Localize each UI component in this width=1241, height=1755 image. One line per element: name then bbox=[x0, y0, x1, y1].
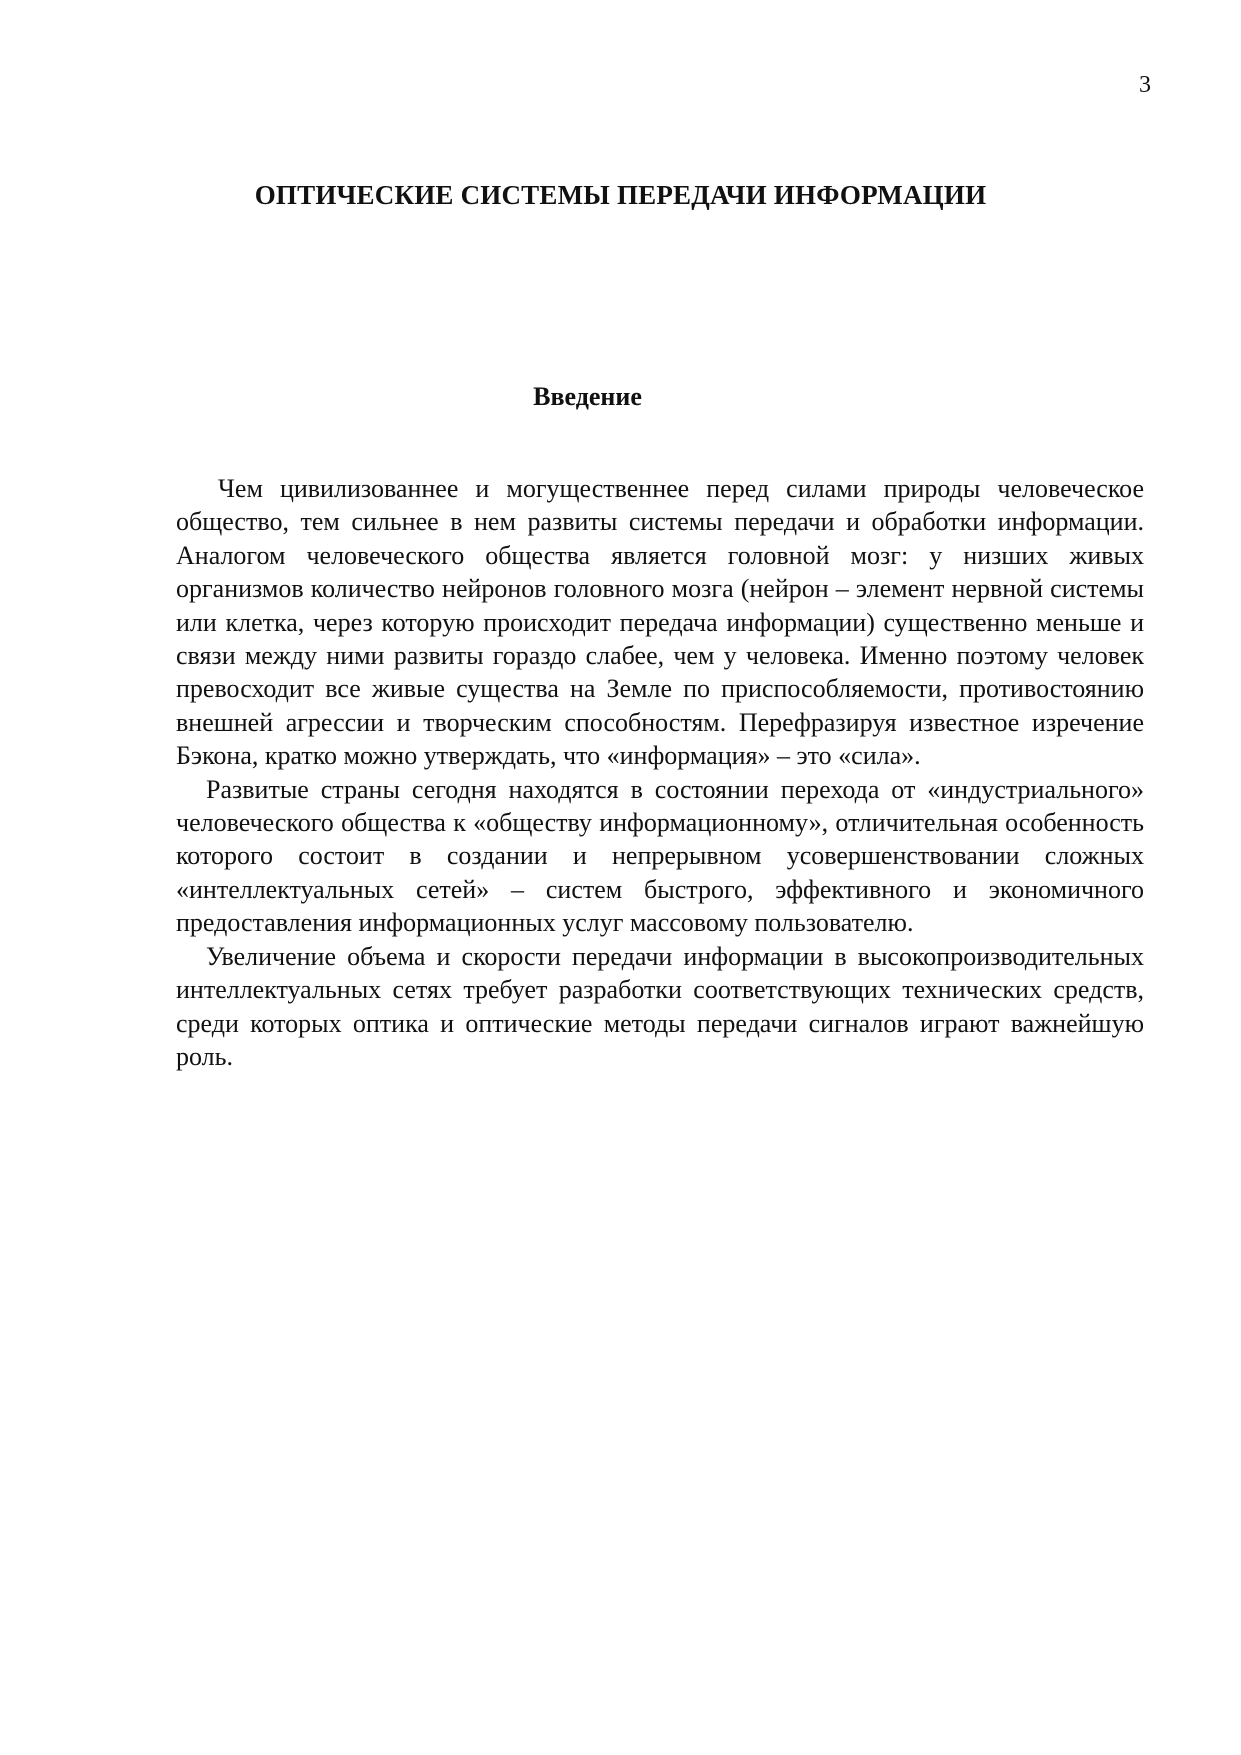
body-text bbox=[176, 472, 1144, 1073]
section-heading: Введение bbox=[533, 382, 642, 411]
paragraph: Чем цивилизованнее и могущественнее перед силами природы человеческое общество, тем сильнее в нем развиты системы передачи и обработки информации. Аналогом человеческого общества является головной мозг: у низших живых организмов количество нейронов головного мозга (нейрон – элемент нервной системы или клетка, через которую происходит передача информации) существенно меньше и связи между ними развиты гораздо слабее, чем у человека. Именно поэтому человек превосходит все живые существа на Земле по приспособляемости, противостоянию внешней агрессии и творческим способностям. Перефразируя известное изречение Бэкона, кратко можно утверждать, что «информация» – это «сила». bbox=[176, 474, 1144, 771]
document-title: ОПТИЧЕСКИЕ СИСТЕМЫ ПЕРЕДАЧИ ИНФОРМАЦИИ bbox=[254, 180, 987, 210]
page-number: 3 bbox=[1139, 72, 1151, 98]
paragraph: Развитые страны сегодня находятся в состоянии перехода от «индустриального» человеческого общества к «обществу информационному», отличительная особенность которого состоит в создании и непрерывном усовершенствовании сложных «интеллектуальных сетей» – систем быстрого, эффективного и экономичного предоставления информационных услуг массовому пользователю. bbox=[176, 774, 1144, 938]
paragraph: Увеличение объема и скорости передачи информации в высокопроизводительных интеллектуальных сетях требует разработки соответствующих технических средств, среди которых оптика и оптические методы передачи сигналов играют важнейшую роль. bbox=[176, 941, 1144, 1071]
